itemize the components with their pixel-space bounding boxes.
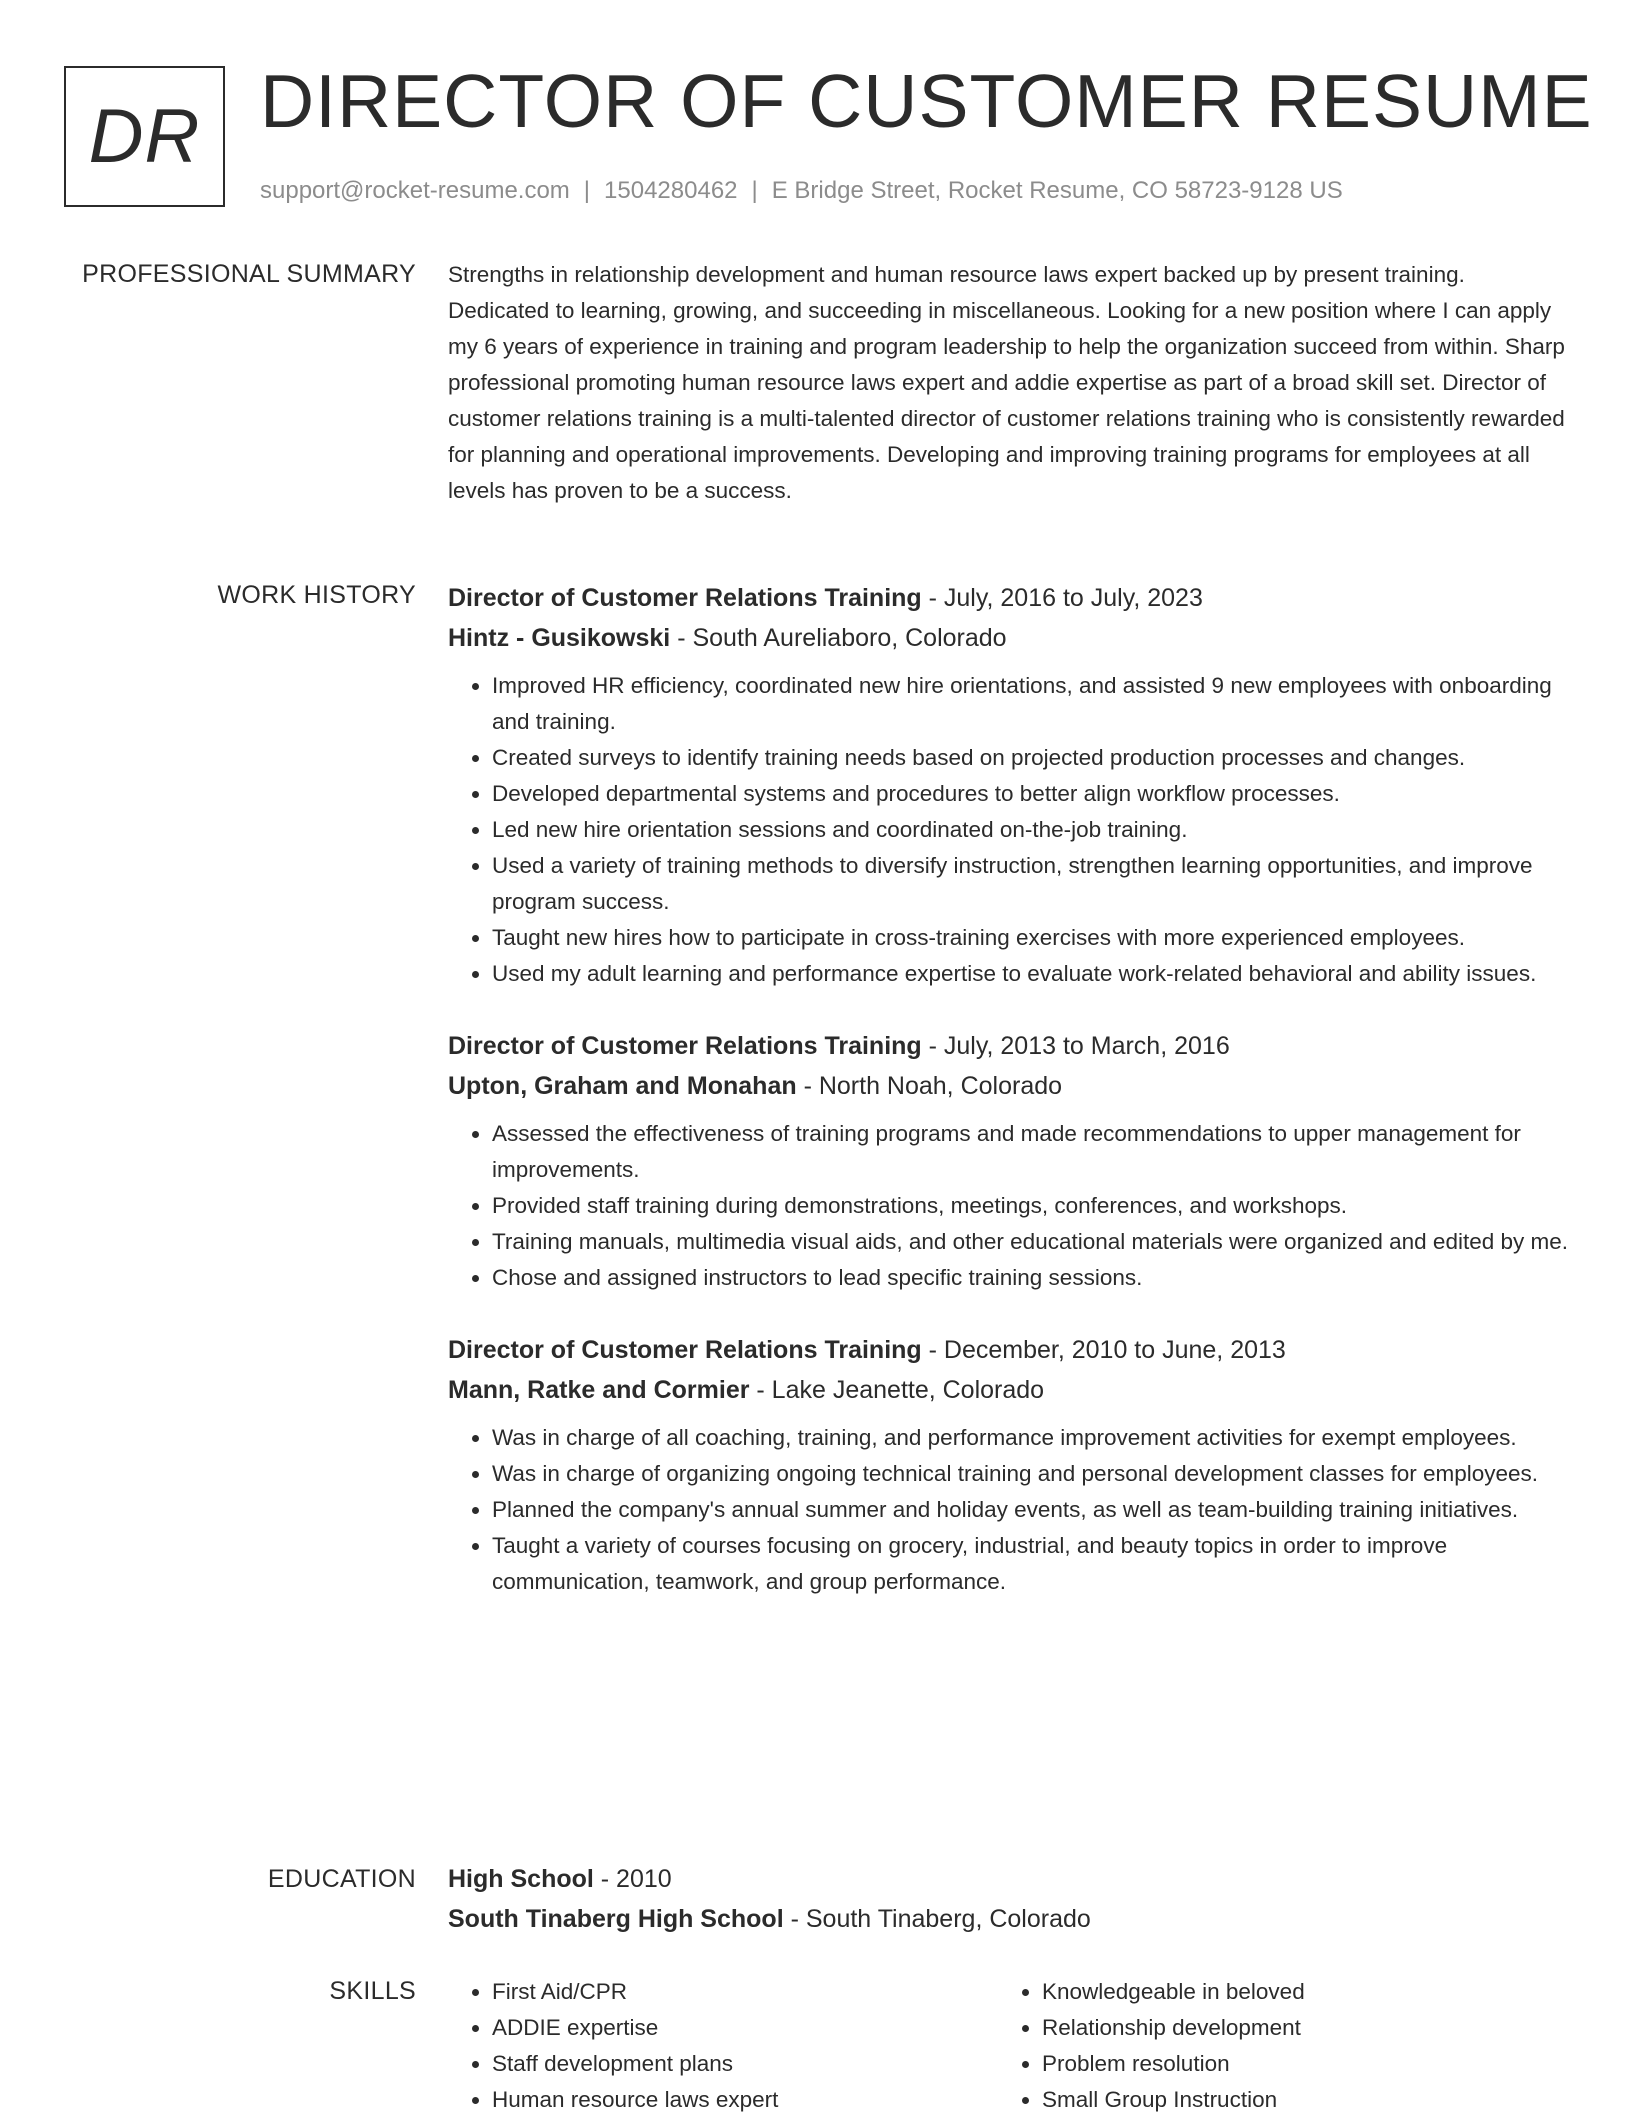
- skills-column-right: [998, 1974, 1548, 2118]
- skill-item: • Problem resolution: [1042, 2046, 1548, 2082]
- job-location: - North Noah, Colorado: [796, 1072, 1063, 1100]
- job-bullet: • Developed departmental systems and procedures to better align workflow processes.: [492, 776, 1568, 812]
- job-bullets: [448, 1116, 1568, 1296]
- job-bullet: • Was in charge of all coaching, training, and performance improvement activities for exempt employees.: [492, 1420, 1568, 1456]
- job-entry: [448, 1026, 1568, 1296]
- job-bullet: • Taught a variety of courses focusing on grocery, industrial, and beauty topics in order to improve communication, teamwork, and group performance.: [492, 1528, 1568, 1600]
- contact-separator: |: [583, 177, 591, 204]
- education-school: South Tinaberg High School: [448, 1905, 784, 1933]
- summary-text: Strengths in relationship development and human resource laws expert backed up by present training. Dedicated to learning, growing, and succeeding in miscellaneous. Looking for a new position where I can apply my 6 years of experience in training and program leadership to help the organization succeed from within. Sharp professional promoting human resource laws expert and addie expertise as part of a broad skill set. Director of customer relations training is a multi-talented director of customer relations training who is consistently rewarded for planning and operational improvements. Developing and improving training programs for employees at all levels has proven to be a success.: [448, 262, 1565, 503]
- skill-item: • Staff development plans: [492, 2046, 998, 2082]
- education-degree-line: [448, 1859, 1568, 1899]
- section-label-work-history: WORK HISTORY: [217, 581, 416, 609]
- skill-item: • Human resource laws expert: [492, 2082, 998, 2118]
- education-degree: High School: [448, 1865, 594, 1893]
- job-dates: - July, 2016 to July, 2023: [921, 584, 1203, 612]
- job-entry: [448, 1330, 1568, 1600]
- job-bullet: • Chose and assigned instructors to lead specific training sessions.: [492, 1260, 1568, 1296]
- job-title-line: [448, 1330, 1568, 1370]
- job-dates: - July, 2013 to March, 2016: [921, 1032, 1230, 1060]
- job-bullet: • Led new hire orientation sessions and coordinated on-the-job training.: [492, 812, 1568, 848]
- job-bullet: • Provided staff training during demonstrations, meetings, conferences, and workshops.: [492, 1188, 1568, 1224]
- section-label-skills: SKILLS: [329, 1977, 416, 2005]
- job-title: Director of Customer Relations Training: [448, 1032, 922, 1060]
- job-title-line: [448, 578, 1568, 618]
- job-location: - Lake Jeanette, Colorado: [749, 1376, 1045, 1404]
- job-company: Mann, Ratke and Cormier: [448, 1376, 750, 1404]
- job-bullets: [448, 1420, 1568, 1600]
- contact-phone[interactable]: 1504280462: [604, 177, 738, 204]
- education-body: [448, 1859, 1568, 1939]
- education-location: - South Tinaberg, Colorado: [783, 1905, 1091, 1933]
- education-year: - 2010: [593, 1865, 672, 1893]
- contact-line: [260, 174, 1343, 208]
- job-dates: - December, 2010 to June, 2013: [921, 1336, 1286, 1364]
- summary-body: [448, 257, 1568, 509]
- resume-title: DIRECTOR OF CUSTOMER RESUME: [260, 59, 1593, 143]
- education-school-line: [448, 1899, 1568, 1939]
- skill-item: • Knowledgeable in beloved: [1042, 1974, 1548, 2010]
- job-title: Director of Customer Relations Training: [448, 1336, 922, 1364]
- job-company-line: [448, 1066, 1568, 1106]
- job-bullets: [448, 668, 1568, 992]
- monogram-badge: DR: [64, 66, 225, 207]
- job-bullet: • Taught new hires how to participate in cross-training exercises with more experienced employees.: [492, 920, 1568, 956]
- section-label-summary: PROFESSIONAL SUMMARY: [82, 260, 416, 288]
- job-bullet: • Used my adult learning and performance expertise to evaluate work-related behavioral and ability issues.: [492, 956, 1568, 992]
- job-bullet: • Used a variety of training methods to diversify instruction, strengthen learning opportunities, and improve program success.: [492, 848, 1568, 920]
- section-label-education: EDUCATION: [267, 1865, 416, 1893]
- job-company-line: [448, 1370, 1568, 1410]
- job-bullet: • Training manuals, multimedia visual aids, and other educational materials were organized and edited by me.: [492, 1224, 1568, 1260]
- contact-separator: |: [751, 177, 758, 204]
- skills-column-left: [448, 1974, 998, 2118]
- job-entry: [448, 578, 1568, 992]
- contact-email[interactable]: support@rocket-resume.com: [260, 177, 570, 204]
- skill-item: • Relationship development: [1042, 2010, 1548, 2046]
- job-title: Director of Customer Relations Training: [448, 584, 922, 612]
- job-bullet: • Created surveys to identify training needs based on projected production processes and changes.: [492, 740, 1568, 776]
- skill-item: • Small Group Instruction: [1042, 2082, 1548, 2118]
- skills-grid: [448, 1974, 1568, 2118]
- job-title-line: [448, 1026, 1568, 1066]
- job-company: Hintz - Gusikowski: [448, 624, 671, 652]
- skill-item: • First Aid/CPR: [492, 1974, 998, 2010]
- skill-item: • ADDIE expertise: [492, 2010, 998, 2046]
- job-bullet: • Assessed the effectiveness of training programs and made recommendations to upper management for improvements.: [492, 1116, 1568, 1188]
- work-history-body: [448, 578, 1568, 1634]
- job-bullet: • Improved HR efficiency, coordinated new hire orientations, and assisted 9 new employees with onboarding and training.: [492, 668, 1568, 740]
- job-company-line: [448, 618, 1568, 658]
- contact-address: E Bridge Street, Rocket Resume, CO 58723-9128 US: [771, 177, 1343, 204]
- job-location: - South Aureliaboro, Colorado: [670, 624, 1007, 652]
- job-bullet: • Was in charge of organizing ongoing technical training and personal development classes for employees.: [492, 1456, 1568, 1492]
- job-bullet: • Planned the company's annual summer and holiday events, as well as team-building training initiatives.: [492, 1492, 1568, 1528]
- skills-body: [448, 1974, 1568, 2118]
- job-company: Upton, Graham and Monahan: [448, 1072, 797, 1100]
